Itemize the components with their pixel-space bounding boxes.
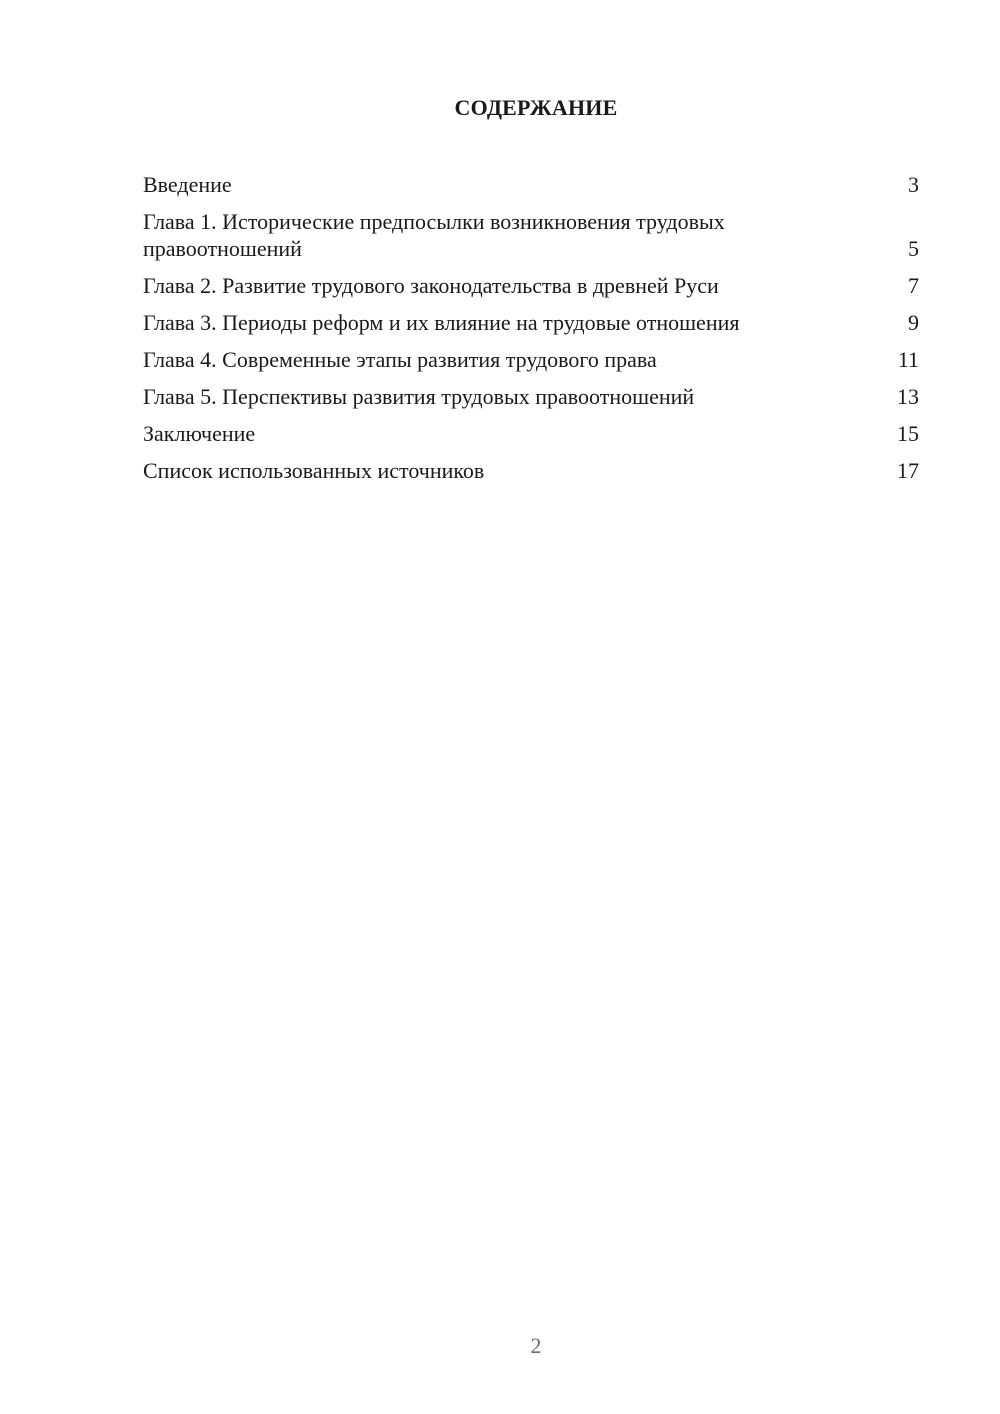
toc-entry-chapter-5 xyxy=(143,383,919,410)
page-title: СОДЕРЖАНИЕ xyxy=(454,95,618,120)
toc-entry-text: Глава 3. Периоды реформ и их влияние на трудовые отношения xyxy=(143,310,740,335)
toc-entry-introduction xyxy=(143,171,919,198)
page-number: 2 xyxy=(530,1333,542,1358)
toc-entry-chapter-1 xyxy=(143,208,919,262)
toc-entry-references xyxy=(143,457,919,484)
toc-entry-text: Введение xyxy=(143,172,232,197)
toc-entry-page: 5 xyxy=(908,236,919,261)
toc-entry-text: Заключение xyxy=(143,421,256,446)
toc-entry-page: 13 xyxy=(897,384,919,409)
table-of-contents xyxy=(143,171,919,494)
toc-entry-page: 17 xyxy=(897,458,919,483)
toc-entry-text: Глава 2. Развитие трудового законодательства в древней Руси xyxy=(143,273,719,298)
toc-entry-text: Глава 1. Исторические предпосылки возникновения трудовых правоотношений xyxy=(143,209,725,261)
toc-entry-chapter-4 xyxy=(143,346,919,373)
toc-entry-chapter-2 xyxy=(143,272,919,299)
toc-entry-page: 15 xyxy=(897,421,919,446)
toc-entry-page: 11 xyxy=(897,347,919,372)
toc-entry-page: 3 xyxy=(908,172,919,197)
toc-entry-page: 9 xyxy=(908,310,919,335)
toc-entry-chapter-3 xyxy=(143,309,919,336)
toc-entry-text: Глава 5. Перспективы развития трудовых правоотношений xyxy=(143,384,695,409)
toc-entry-text: Список использованных источников xyxy=(143,458,485,483)
toc-entry-text: Глава 4. Современные этапы развития трудового права xyxy=(143,347,657,372)
toc-entry-conclusion xyxy=(143,420,919,447)
toc-entry-page: 7 xyxy=(908,273,919,298)
